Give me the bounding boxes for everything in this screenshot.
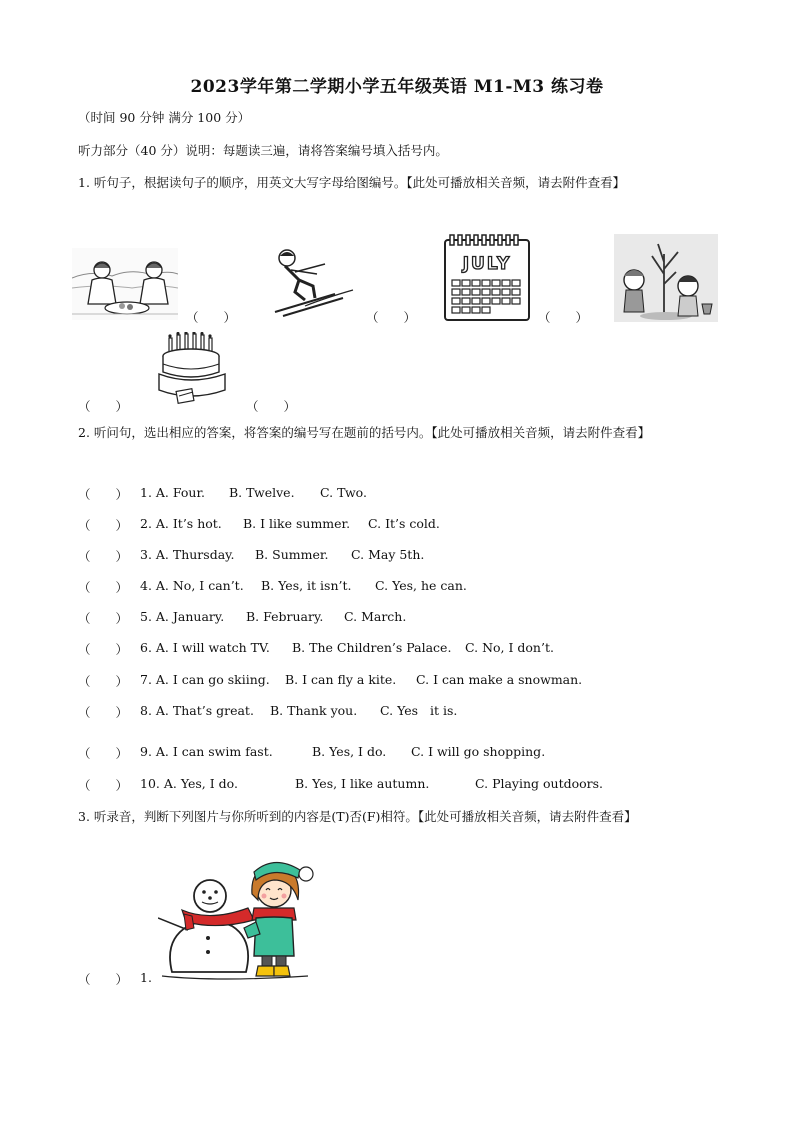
question-row [78, 485, 778, 501]
question-row [78, 640, 778, 656]
option-c: C. May 5th. [351, 547, 425, 562]
section1-heading: 1. 听句子，根据读句子的顺序，用英文大写字母给图编号。【此处可播放相关音频，请去附件查看】 [78, 175, 626, 190]
answer-paren[interactable]: （ ） [78, 549, 129, 564]
answer-paren[interactable]: （ ） [78, 674, 129, 689]
option-a: 10. A. Yes, I do. [140, 776, 238, 791]
answer-paren[interactable]: （ ） [78, 518, 129, 533]
answer-paren[interactable]: （ ） [78, 778, 129, 793]
calendar-illustration [442, 234, 532, 322]
time-note: （时间 90 分钟 满分 100 分） [78, 110, 251, 125]
question-row [78, 744, 778, 760]
answer-paren-6[interactable]: （ ） [246, 399, 297, 414]
question-row [78, 516, 778, 532]
skier-illustration [265, 246, 355, 320]
answer-paren-5[interactable]: （ ） [78, 399, 129, 414]
option-b: B. Yes, it isn’t. [261, 578, 352, 593]
option-c: C. No, I don’t. [465, 640, 554, 655]
option-a: 8. A. That’s great. [140, 703, 254, 718]
answer-paren[interactable]: （ ） [78, 642, 129, 657]
option-c: C. I will go shopping. [411, 744, 546, 759]
option-b: B. February. [246, 609, 324, 624]
option-a: 1. A. Four. [140, 485, 206, 500]
option-b: B. Yes, I like autumn. [295, 776, 430, 791]
listening-intro: 听力部分（40 分）说明：每题读三遍，请将答案编号填入括号内。 [78, 143, 448, 158]
section2-heading: 2. 听问句，选出相应的答案，将答案的编号写在题前的括号内。【此处可播放相关音频，请去附件查看】 [78, 425, 651, 440]
picnic-illustration [72, 248, 178, 320]
question-row [78, 547, 778, 563]
answer-paren[interactable]: （ ） [78, 580, 129, 595]
question-row [78, 703, 778, 719]
option-c: C. It’s cold. [368, 516, 440, 531]
question-row [78, 578, 778, 594]
option-b: B. Yes, I do. [312, 744, 387, 759]
option-c: C. Yes, he can. [375, 578, 467, 593]
section3-heading: 3. 听录音，判断下列图片与你所听到的内容是(T)否(F)相符。【此处可播放相关音频，请去附件查看】 [78, 809, 637, 824]
answer-paren-1[interactable]: （ ） [186, 310, 237, 325]
answer-paren[interactable]: （ ） [78, 705, 129, 720]
answer-paren-3[interactable]: （ ） [538, 310, 589, 325]
answer-paren[interactable]: （ ） [78, 611, 129, 626]
answer-paren[interactable]: （ ） [78, 487, 129, 502]
option-b: B. Twelve. [229, 485, 295, 500]
option-c: C. I can make a snowman. [416, 672, 583, 687]
tf-item-number-1: 1. [140, 970, 152, 985]
option-c: C. March. [344, 609, 407, 624]
option-c: C. Yes it is. [380, 703, 458, 718]
option-a: 5. A. January. [140, 609, 225, 624]
question-row [78, 672, 778, 688]
option-a: 3. A. Thursday. [140, 547, 235, 562]
question-row [78, 776, 778, 792]
answer-paren[interactable]: （ ） [78, 746, 129, 761]
calendar-month-text: JULY [462, 254, 512, 274]
option-a: 9. A. I can swim fast. [140, 744, 273, 759]
birthday-cake-illustration [155, 332, 233, 410]
option-c: C. Two. [320, 485, 367, 500]
option-a: 7. A. I can go skiing. [140, 672, 270, 687]
question-row [78, 609, 778, 625]
option-a: 4. A. No, I can’t. [140, 578, 244, 593]
option-b: B. I like summer. [243, 516, 351, 531]
answer-paren-2[interactable]: （ ） [366, 310, 417, 325]
snowman-girl-illustration [158, 860, 316, 986]
option-b: B. The Children’s Palace. [292, 640, 452, 655]
option-b: B. I can fly a kite. [285, 672, 397, 687]
option-a: 2. A. It’s hot. [140, 516, 222, 531]
page-title: 2023学年第二学期小学五年级英语 M1-M3 练习卷 [190, 77, 604, 97]
option-a: 6. A. I will watch TV. [140, 640, 270, 655]
tf-answer-paren-1[interactable]: （ ） [78, 972, 129, 987]
option-b: B. Thank you. [270, 703, 358, 718]
option-c: C. Playing outdoors. [475, 776, 604, 791]
option-b: B. Summer. [255, 547, 329, 562]
tree-planting-illustration [614, 234, 718, 322]
